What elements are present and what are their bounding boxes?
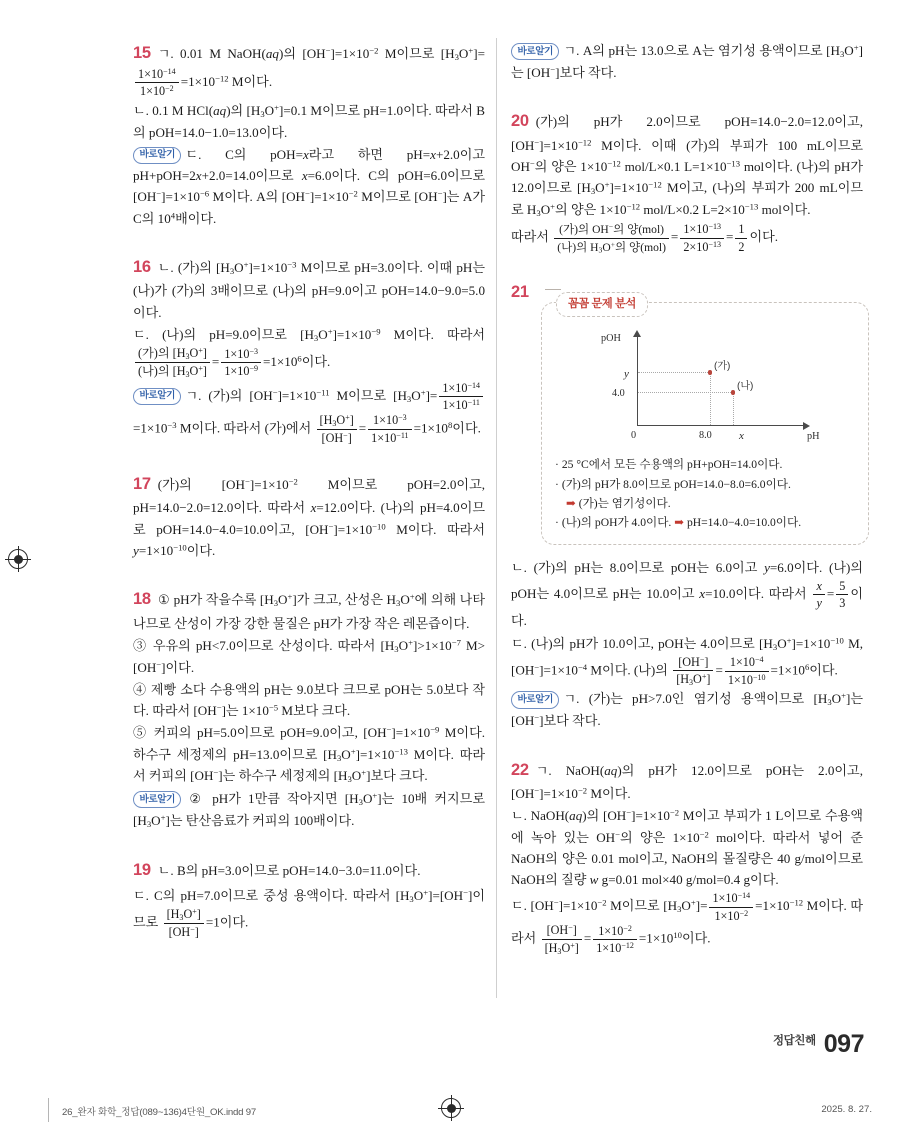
answer-block-19-continued: [511, 40, 863, 83]
answer-block-16: [133, 254, 485, 446]
print-bar-rule: [48, 1098, 49, 1122]
barogalgi-badge: 바로알기: [133, 791, 181, 808]
footer-section-label: 정답친해: [772, 1035, 816, 1047]
answer-20-line-2: 따라서 $\frac{(가)의 OH^-의 양(mol)}{(나)의 H_3O^+의 양(mol)}$ = $\frac{1\times 10^{-13}}{2\times 10^{-13}}$ = $\frac{1}{2}$ 이다.: [511, 221, 779, 255]
answer-17-line-1: 17 (가)의 $[OH^-]=1\times 10^{-2}$ M이므로 pOH=2.0이고, pH=14.0−2.0=12.0이다. 따라서 x=12.0이다. (나)의 pH=4.0이므로 pOH=14.0−4.0=10.0이고, $[OH^-]=1\times 10^{-10}$ M이다. 따라서 $y=1\times 10^{-10}$이다.: [133, 474, 485, 558]
answer-16-line-3: 바로알기 ㄱ. (가)의 $[OH^-]=1\times 10^{-11}$ M이므로 $[H_3O^+]=$ $\frac{1\times 10^{-14}}{1\times 10^{-11}}$ $=1\times 10^{-3}$ M이다. 따라서 (가)에서 $\frac{[H_3O^+]}{[OH^-]}$ = $\frac{1\times 10^{-3}}{1\times 10^{-11}}$ $=1\times 10^8$이다.: [133, 381, 485, 446]
chart-plot-area: [637, 337, 804, 426]
answer-21-line-1: ㄴ. (가)의 pH는 8.0이므로 pOH는 6.0이고 y=6.0이다. (나)의 pOH는 4.0이므로 pH는 10.0이고 x=10.0이다. 따라서 $\frac{x}{y}$ = $\frac{5}{3}$ 이다.: [511, 560, 863, 629]
answer-21-line-3: 바로알기 ㄱ. (가)는 pH>7.0인 염기성 용액이므로 $[H_3O^+]$는 [OH−]보다 작다.: [511, 691, 863, 729]
question-number-22: 22: [511, 760, 529, 779]
print-file-name: 26_완자 화학_정답(089~136)4단원_OK.indd 97: [62, 1107, 257, 1118]
answer-16-line-2: ㄷ. (나)의 pH=9.0이므로 $[H_3O^+]=1\times 10^{-9}$ M이다. 따라서 $\frac{(가)의 [H_3O^+]}{(나)의 [H_3O^+]}$ = $\frac{1\times 10^{-3}}{1\times 10^{-9}}$ $=1\times 10^6$이다.: [133, 326, 485, 380]
answer-16-line-1: 16 ㄴ. (가)의 $[H_3O^+]=1\times 10^{-3}$ M이므로 pH=3.0이다. 이때 pH는 (나)가 (가)의 3배이므로 (나)의 pH=9.0이고 pOH=14.0−9.0=5.0이다.: [133, 257, 485, 320]
answer-20-line-1: 20 (가)의 pH가 2.0이므로 pOH=14.0−2.0=12.0이고, $[OH^-]=1\times 10^{-12}$ M이다. 이때 (가)의 부피가 100 mL이므로 OH−의 양은 $1\times 10^{-12}$ mol/L×0.1 $L=1\times 10^{-13}$ mol이다. (나)의 pH가 12.0이므로 $[H_3O^+]=1\times 10^{-12}$ M이고, (나)의 부피가 200 mL이므로 $H_3O^+$의 양은 $1\times 10^{-12}$ mol/L×0.2 $L=2\times 10^{-13}$ mol이다.: [511, 112, 863, 218]
data-point-ga: [708, 370, 713, 375]
right-column: [511, 40, 863, 970]
guide-line-horizontal: [638, 392, 733, 393]
answer-18-line-2: ③ 우유의 pH<7.0이므로 산성이다. 따라서 $[H_3O^+]>1\times 10^{-7}$ M>[OH−]이다.: [133, 637, 485, 675]
answer-block-17: [133, 471, 485, 561]
data-point-na: [731, 390, 736, 395]
page-footer: [773, 1030, 864, 1059]
print-date: 2025. 8. 27.: [821, 1104, 872, 1115]
connector-line-icon: [545, 289, 561, 290]
problem-analysis-panel: [541, 298, 869, 545]
barogalgi-badge: 바로알기: [133, 388, 181, 405]
answer-block-15: [133, 40, 485, 229]
answer-19-line-2: ㄷ. C의 pH=7.0이므로 중성 용액이다. 따라서 $[H_3O^+]=[OH^-]$이므로 $\frac{[H_3O^+]}{[OH^-]}$ =1이다.: [133, 887, 485, 940]
answer-block-21: [511, 279, 863, 731]
answer-18-line-4: ⑤ 커피의 pH=5.0이므로 pOH=9.0이고, $[OH^-]=1\times 10^{-9}$ M이다. 하수구 세정제의 pH=13.0이므로 $[H_3O^+]=1\times 10^{-13}$ M이다. 따라서 커피의 [OH−]는 하수구 세정제의 $[H_3O^+]$보다 크다.: [133, 724, 485, 785]
y-tick-label-y: y: [624, 368, 629, 381]
answer-block-22: [511, 757, 863, 957]
answer-block-19: [133, 857, 485, 940]
column-divider: [496, 38, 497, 998]
x-axis-label: pH: [807, 431, 820, 443]
question-number-17: 17: [133, 474, 151, 493]
answer-22-line-1: 22 ㄱ. NaOH(aq)의 pH가 12.0이므로 pOH는 2.0이고, $[OH^-]=1\times 10^{-2}$ M이다.: [511, 760, 863, 802]
analysis-bullet-list: [555, 456, 855, 532]
print-production-bar: [0, 1102, 900, 1124]
answer-block-20: [511, 108, 863, 254]
barogalgi-badge: 바로알기: [133, 147, 181, 164]
analysis-bullet-2: · (가)의 pH가 8.0이므로 pOH=14.0−8.0=6.0이다.: [555, 477, 791, 491]
analysis-bullet-4: · (나)의 pOH가 4.0이다. ➡ pH=14.0−4.0=10.0이다.: [555, 516, 802, 530]
page-number: 097: [823, 1030, 864, 1058]
left-column: [133, 40, 485, 954]
answer-15-line-3: 바로알기 ㄷ. C의 pOH=x라고 하면 pH=x+2.0이고 pH+pOH=2x+2.0=14.0이므로 x=6.0이다. C의 pOH=6.0이므로 $[OH^-]=1\times 10^{-6}$ M이다. A의 $[OH^-]=1\times 10^{-2}$ M이므로 [OH−]는 A가 C의 $10^4$배이다.: [133, 146, 485, 226]
guide-line-vertical: [710, 372, 711, 425]
answer-21-line-2: ㄷ. (나)의 pH가 10.0이고, pOH는 4.0이므로 $[H_3O^+]=1\times 10^{-10}$ M, $[OH^-]=1\times 10^{-4}$ M이다. (나)의 $\frac{[OH^-]}{[H_3O^+]}$ = $\frac{1\times 10^{-4}}{1\times 10^{-10}}$ $=1\times 10^6$이다.: [511, 635, 863, 687]
guide-line-vertical: [733, 392, 734, 425]
question-number-20: 20: [511, 112, 529, 131]
question-number-21: 21: [511, 283, 529, 302]
barogalgi-badge: 바로알기: [511, 43, 559, 60]
question-number-16: 16: [133, 257, 151, 276]
answer-18-line-1: 18 ① pH가 작을수록 $[H_3O^+]$가 크고, 산성은 $H_3O^+$에 의해 나타나므로 산성이 가장 강한 물질은 pH가 가장 작은 레몬즙이다.: [133, 589, 485, 631]
problem-analysis-title: 꼼꼼 문제 분석: [556, 292, 648, 317]
question-number-19: 19: [133, 861, 151, 880]
answer-15-line-1: 15 ㄱ. 0.01 M NaOH(aq)의 $[OH^-]=1\times 10^{-2}$ M이므로 $[H_3O^+]=$ $\frac{1\times 10^{-14}}{1\times 10^{-2}}$ $=1\times 10^{-12}$ M이다.: [133, 44, 486, 99]
answer-15-line-2: ㄴ. 0.1 M HCl(aq)의 $[H_3O^+]=0.1$ M이므로 pH=1.0이다. 따라서 B의 pOH=14.0−1.0=13.0이다.: [133, 102, 485, 140]
answer-19-line-1: 19 ㄴ. B의 pH=3.0이므로 pOH=14.0−3.0=11.0이다.: [133, 861, 421, 880]
guide-line-horizontal: [638, 372, 710, 373]
answer-19-line-3: 바로알기 ㄱ. A의 pH는 13.0으로 A는 염기성 용액이므로 $[H_3O^+]$는 [OH−]보다 작다.: [511, 42, 863, 80]
y-axis-label: pOH: [601, 333, 621, 345]
answer-22-line-2: ㄴ. NaOH(aq)의 $[OH^-]=1\times 10^{-2}$ M이고 부피가 1 L이므로 수용액에 녹아 있는 OH−의 양은 $1\times 10^{-2}$ mol이다. 따라서 넣어 준 NaOH의 양은 0.01 mol이고, NaOH의 몰질량은 40 g/mol이므로 NaOH의 질량 w g=0.01 mol×40 g/mol=0.4 g이다.: [511, 808, 863, 888]
origin-tick-label: 0: [631, 430, 637, 442]
question-number-18: 18: [133, 589, 151, 608]
analysis-bullet-3: ➡ (가)는 염기성이다.: [566, 496, 671, 510]
registration-mark-icon: [8, 549, 28, 569]
answer-18-line-3: ④ 제빵 소다 수용액의 pH는 9.0보다 크므로 pOH는 5.0보다 작다. 따라서 [OH−]는 $1\times 10^{-5}$ M보다 크다.: [133, 681, 485, 719]
ph-poh-scatter-chart: [579, 329, 831, 447]
analysis-bullet-1: · 25 °C에서 모든 수용액의 pH+pOH=14.0이다.: [555, 458, 783, 472]
x-tick-label-x: x: [739, 430, 744, 443]
question-number-15: 15: [133, 44, 151, 62]
data-point-label-na: (나): [737, 381, 754, 393]
answer-22-line-3: ㄷ. $[OH^-]=1\times 10^{-2}$ M이므로 $[H_3O^+]=$ $\frac{1\times 10^{-14}}{1\times 10^{-2}}$ $=1\times 10^{-12}$ M이다. 따라서 $\frac{[OH^-]}{[H_3O^+]}$ = $\frac{1\times 10^{-2}}{1\times 10^{-12}}$ $=1\times 10^{10}$이다.: [511, 891, 864, 956]
y-axis-arrow-icon: [633, 330, 641, 337]
data-point-label-ga: (가): [714, 361, 731, 373]
answer-18-line-5: 바로알기 ② pH가 1만큼 작아지면 $[H_3O^+]$는 10배 커지므로 $[H_3O^+]$는 탄산음료가 커피의 100배이다.: [133, 790, 485, 830]
barogalgi-badge: 바로알기: [511, 691, 559, 708]
y-tick-label-4: 4.0: [612, 388, 625, 400]
x-tick-label-8: 8.0: [699, 430, 712, 442]
answer-block-18: [133, 586, 485, 832]
